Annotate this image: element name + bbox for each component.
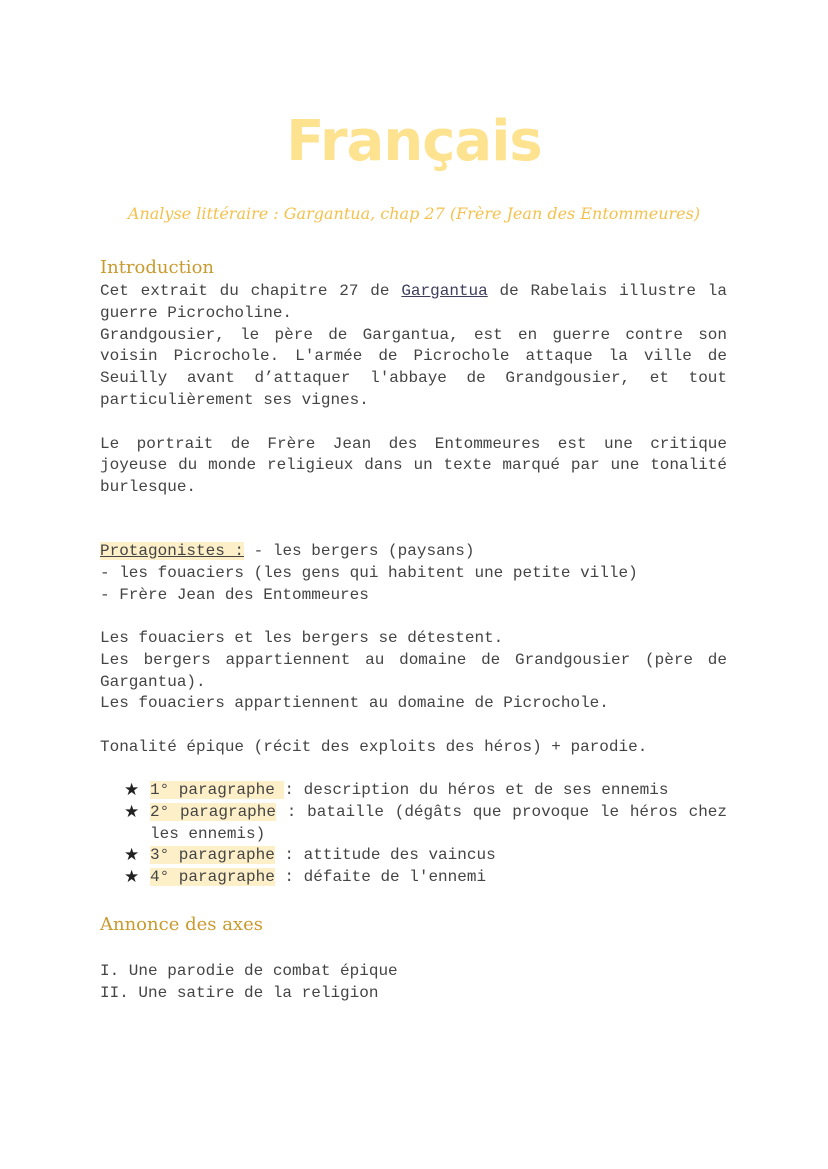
paragraph-label: 4° paragraphe — [150, 868, 275, 887]
introduction-paragraph-2: Grandgousier, le père de Gargantua, est en guerre contre son voisin Picrochole. L'armée de Picrochole attaque la ville de Seuilly avant d’attaquer l'abbaye de Grandgousier, et tout particulièrement ses vignes. — [100, 325, 727, 409]
list-item — [122, 845, 727, 867]
protagonist-item: - les fouaciers (les gens qui habitent une petite ville) — [100, 563, 638, 582]
page-title: Français — [286, 109, 542, 174]
paragraph-list — [122, 780, 727, 889]
axis-item: II. Une satire de la religion — [100, 983, 379, 1002]
star-bullet-icon: ★ — [124, 780, 140, 800]
protagonists-block — [100, 541, 727, 606]
protagonists-label: Protagonistes : — [100, 542, 245, 560]
star-bullet-icon: ★ — [124, 867, 140, 888]
protagonist-item: - Frère Jean des Entommeures — [100, 585, 369, 604]
introduction-heading: Introduction — [100, 257, 214, 278]
axis-item: I. Une parodie de combat épique — [100, 962, 398, 980]
axes-heading: Annonce des axes — [100, 914, 263, 935]
paragraph-description: : bataille (dégâts que provoque le héros chez les ennemis) — [150, 802, 728, 843]
star-bullet-icon: ★ — [124, 845, 140, 866]
context-line: Les fouaciers et les bergers se détestent. — [100, 629, 504, 647]
paragraph-label: 3° paragraphe — [150, 846, 275, 865]
list-item — [122, 867, 727, 889]
protagonists-line — [100, 541, 727, 563]
paragraph-label: 1° paragraphe — [150, 781, 285, 799]
context-line: Les bergers appartiennent au domaine de Grandgousier (père de Gargantua). — [100, 650, 727, 691]
intro-line1-suffix: de Rabelais illustre la guerre Picrocholine. — [100, 282, 728, 322]
protagonist-bergers: - les bergers (paysans) — [244, 542, 475, 560]
list-item — [122, 780, 727, 802]
intro-line1-prefix: Cet extrait du chapitre 27 de — [100, 282, 402, 300]
introduction-paragraph-3: Le portrait de Frère Jean des Entommeures est une critique joyeuse du monde religieux dans un texte marqué par une tonalité burlesque. — [100, 434, 727, 497]
introduction-paragraph-1 — [100, 281, 727, 325]
introduction-text — [100, 281, 727, 499]
star-bullet-icon: ★ — [124, 801, 140, 822]
tonality-line: Tonalité épique (récit des exploits des héros) + parodie. — [100, 737, 648, 756]
gargantua-link[interactable]: Gargantua — [401, 282, 488, 300]
paragraph-description: : attitude des vaincus — [274, 846, 496, 865]
context-line: Les fouaciers appartiennent au domaine de Picrochole. — [100, 694, 609, 713]
paragraph-description: : description du héros et de ses ennemis — [284, 781, 669, 799]
axes-list — [100, 961, 727, 1005]
page-subtitle: Analyse littéraire : Gargantua, chap 27 (Frère Jean des Entommeures) — [127, 204, 701, 223]
context-block — [100, 628, 727, 759]
paragraph-label: 2° paragraphe — [150, 802, 276, 821]
paragraph-description: : défaite de l'ennemi — [274, 868, 487, 887]
list-item — [122, 802, 727, 846]
